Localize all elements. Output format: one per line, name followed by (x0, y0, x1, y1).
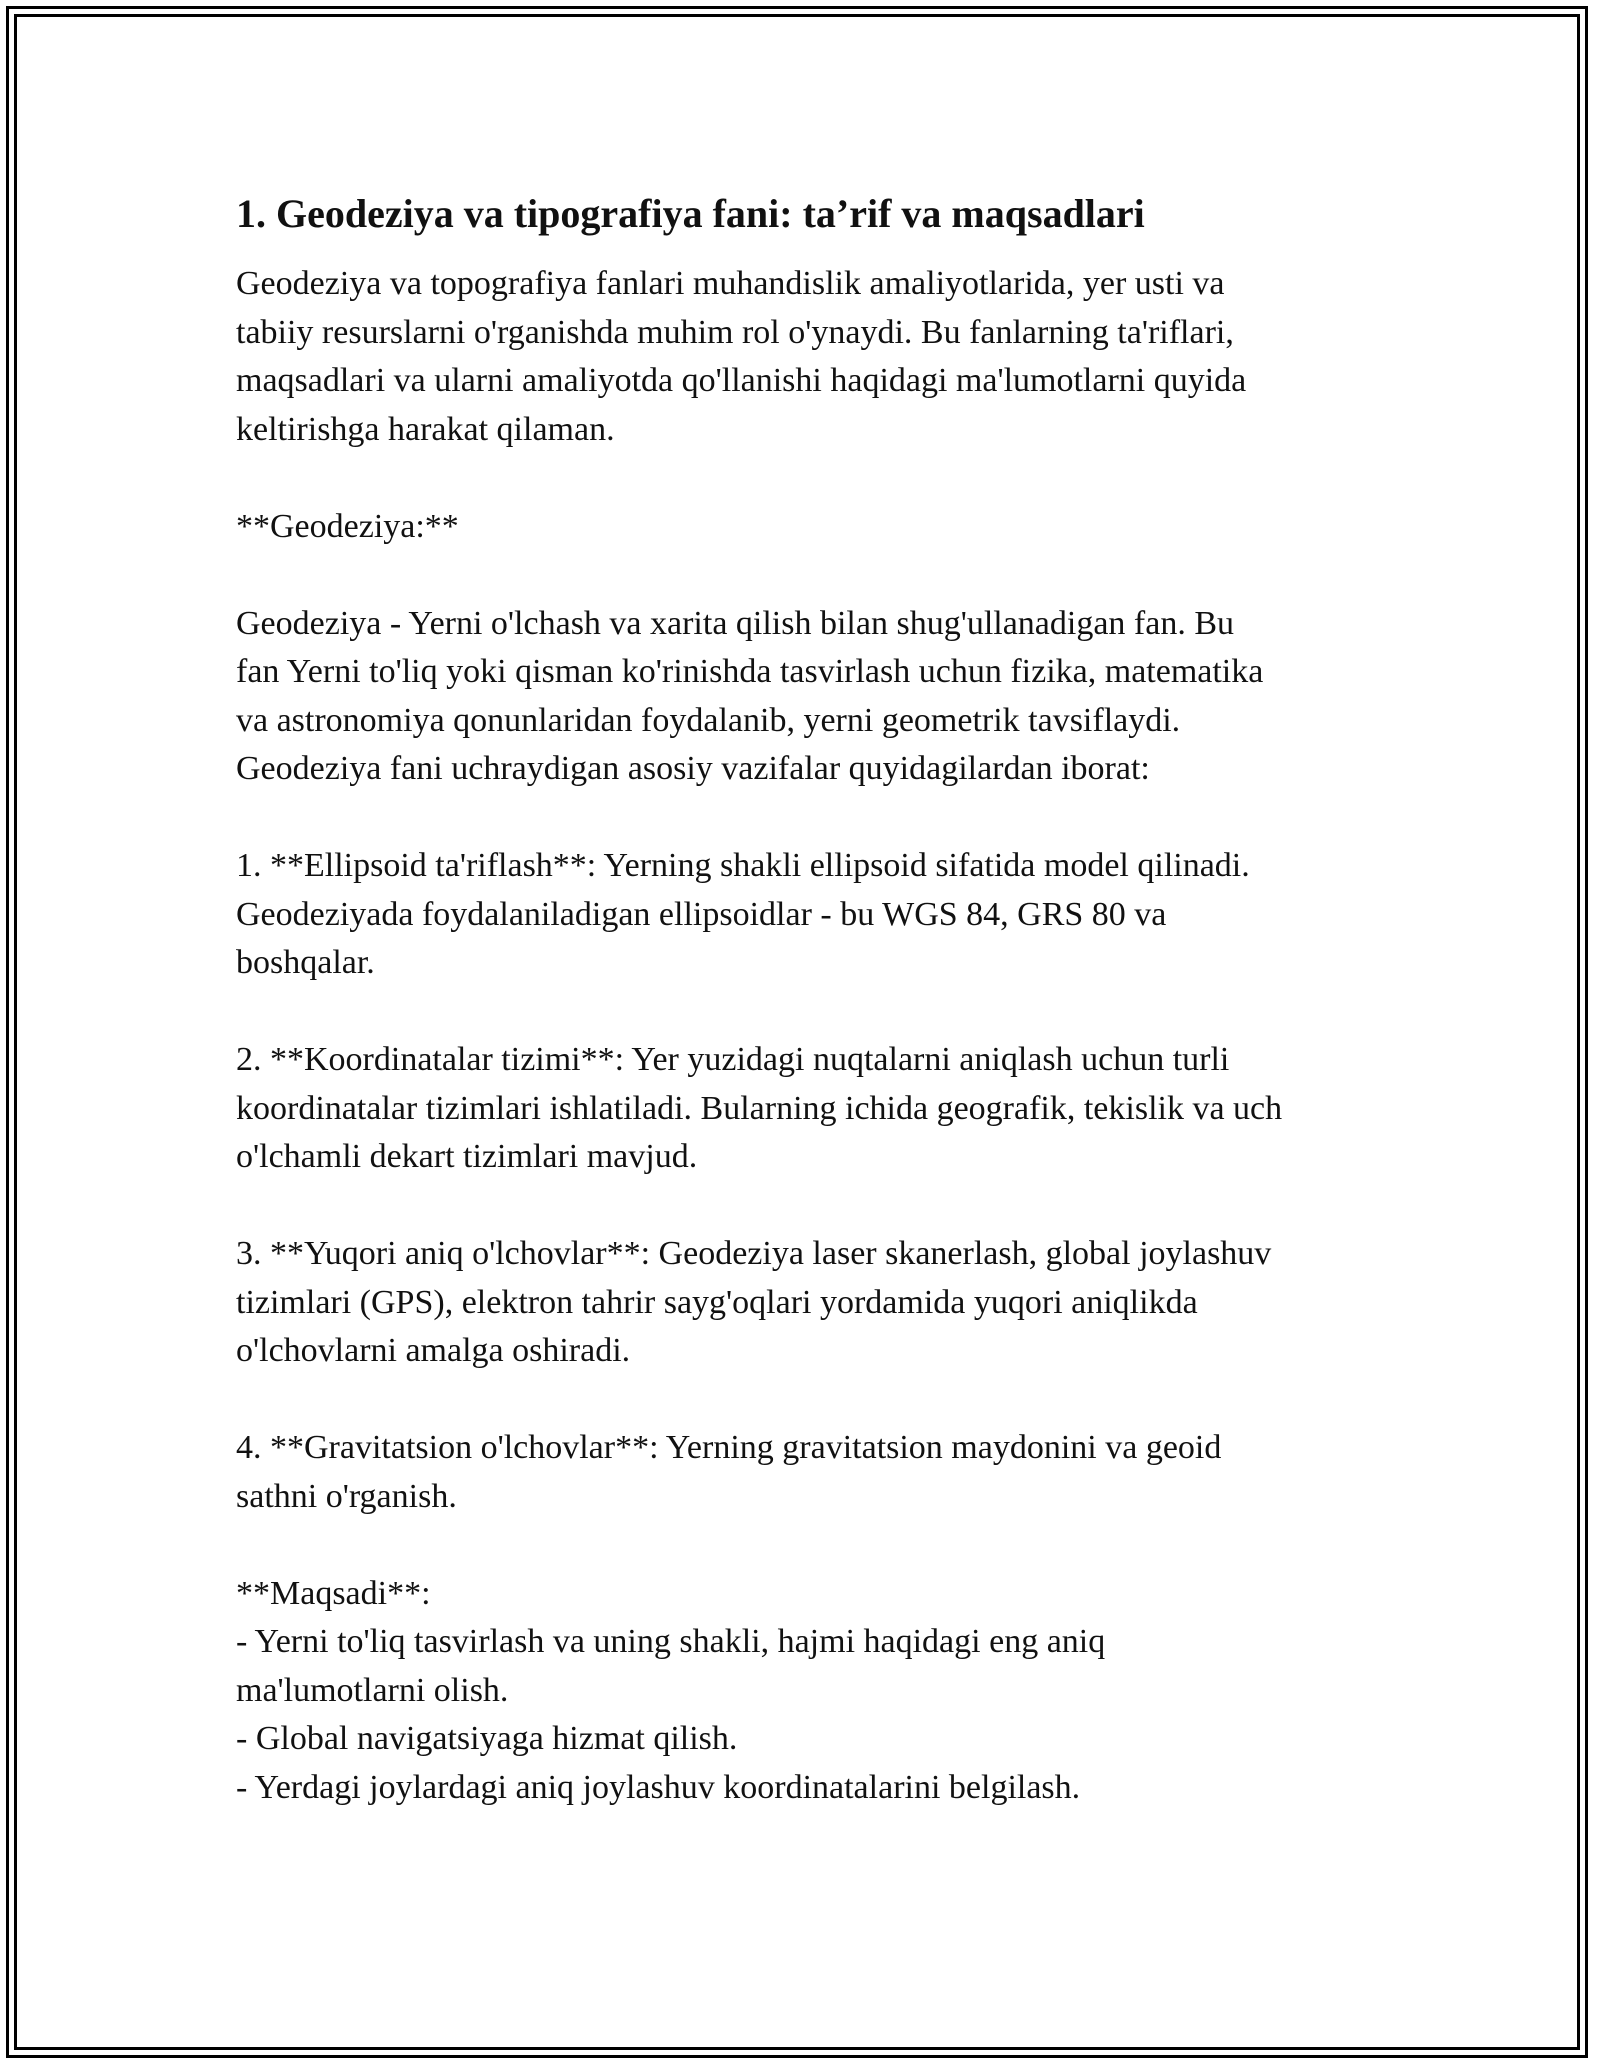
paragraph-gap (236, 794, 1396, 843)
list-item-olchovlar: 3. **Yuqori aniq o'lchovlar**: Geodeziya laser skanerlash, global joylashuv tizimlari (GPS), elektron tahrir sayg'oqlari yordamida yuqori aniqlikda o'lchovlarni amalga oshiradi. (236, 1235, 1272, 1369)
paragraph-gap (236, 454, 1396, 503)
paragraph-gap (236, 988, 1396, 1037)
list-item-ellipsoid: 1. **Ellipsoid ta'riflash**: Yerning shakli ellipsoid sifatida model qilinadi. Geodeziyada foydalaniladigan ellipsoidlar - bu WGS 84, GRS 80 va boshqalar. (236, 847, 1250, 981)
intro-paragraph: Geodeziya va topografiya fanlari muhandislik amaliyotlarida, yer usti va tabiiy resurslarni o'rganishda muhim rol o'ynaydi. Bu fanlarning ta'riflari, maqsadlari va ularni amaliyotda qo'llanishi haqidagi ma'lumotlarni quyida keltirishga harakat qilaman. (236, 265, 1247, 448)
maqsadi-heading: **Maqsadi**: (236, 1574, 431, 1612)
list-item-koordinatalar: 2. **Koordinatalar tizimi**: Yer yuzidagi nuqtalarni aniqlash uchun turli koordinatalar tizimlari ishlatiladi. Bularning ichida geografik, tekislik va uch o'lchamli dekart tizimlari mavjud. (236, 1041, 1283, 1175)
document-title: 1. Geodeziya va tipografiya fani: ta’rif va maqsadlari (236, 191, 1145, 236)
paragraph-gap (236, 1182, 1396, 1231)
geodeziya-heading: **Geodeziya:** (236, 507, 459, 545)
paragraph-gap (236, 1521, 1396, 1570)
maqsadi-list: - Yerni to'liq tasvirlash va uning shakli, hajmi haqidagi eng aniq ma'lumotlarni olish. - Global navigatsiyaga hizmat qilish. - Yerdagi joylardagi aniq joylashuv koordinatalarini belgilash. (236, 1623, 1106, 1806)
document-body (236, 186, 1396, 1812)
paragraph-gap (236, 1376, 1396, 1425)
list-item-gravitatsion: 4. **Gravitatsion o'lchovlar**: Yerning gravitatsion maydonini va geoid sathni o'rganish. (236, 1429, 1222, 1515)
paragraph-gap (236, 551, 1396, 600)
geodeziya-paragraph: Geodeziya - Yerni o'lchash va xarita qilish bilan shug'ullanadigan fan. Bu fan Yerni to'liq yoki qisman ko'rinishda tasvirlash uchun fizika, matematika va astronomiya qonunlaridan foydalanib, yerni geometrik tavsiflaydi. Geodeziya fani uchraydigan asosiy vazifalar quyidagilardan iborat: (236, 604, 1264, 787)
